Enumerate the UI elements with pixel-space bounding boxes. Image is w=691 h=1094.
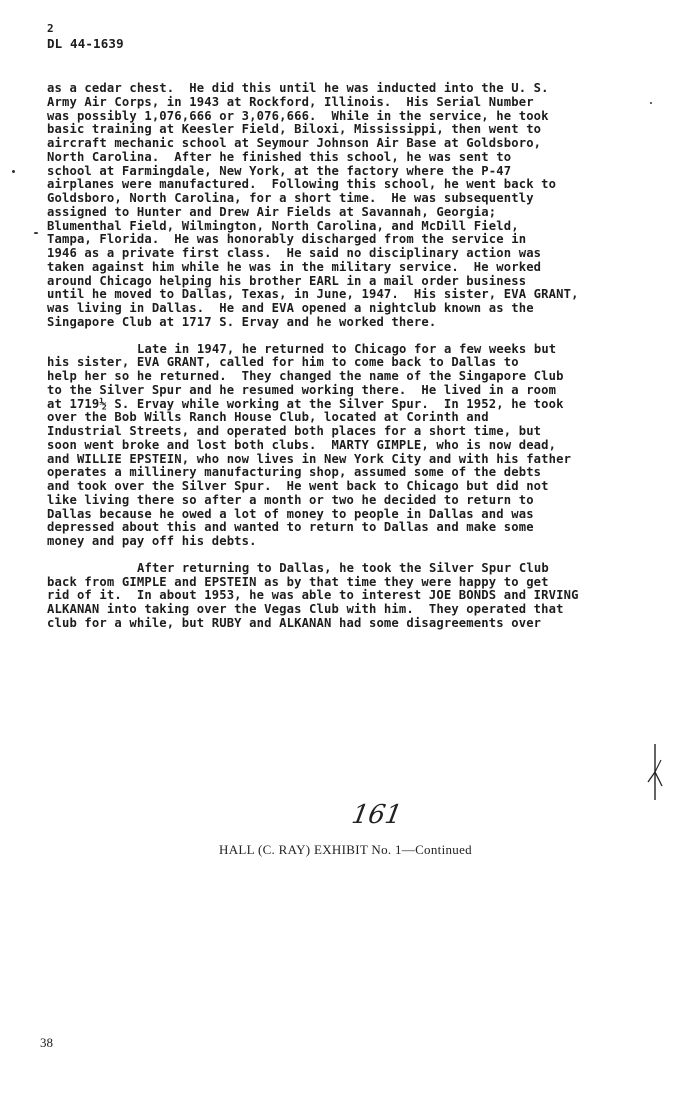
- text-line: to the Silver Spur and he resumed working there. He lived in a room: [47, 382, 557, 397]
- text-line: around Chicago helping his brother EARL in a mail order business: [47, 273, 527, 288]
- text-line: and WILLIE EPSTEIN, who now lives in New York City and with his father: [47, 451, 572, 466]
- paragraph: [47, 343, 667, 549]
- text-line: Singapore Club at 1717 S. Ervay and he worked there.: [47, 314, 437, 329]
- folio-number: 38: [40, 1035, 53, 1050]
- text-line: club for a while, but RUBY and ALKANAN had some disagreements over: [47, 615, 542, 630]
- text-line: Dallas because he owed a lot of money to people in Dallas and was: [47, 506, 534, 521]
- text-line: basic training at Keesler Field, Biloxi, Mississippi, then went to: [47, 122, 542, 137]
- paragraph-gap: [47, 549, 667, 562]
- text-line: After returning to Dallas, he took the Silver Spur Club: [137, 560, 549, 575]
- text-line: was living in Dallas. He and EVA opened a nightclub known as the: [47, 301, 534, 315]
- text-line: his sister, EVA GRANT, called for him to come back to Dallas to: [47, 355, 519, 370]
- text-line: 1946 as a private first class. He said no disciplinary action was: [47, 246, 542, 260]
- text-line: taken against him while he was in the military service. He worked: [47, 259, 542, 274]
- text-line: Late in 1947, he returned to Chicago for a few weeks but: [137, 341, 557, 356]
- text-line: Goldsboro, North Carolina, for a short time. He was subsequently: [47, 191, 534, 205]
- margin-speck: [34, 232, 38, 234]
- handwritten-page-number: 161: [349, 800, 405, 830]
- text-line: Tampa, Florida. He was honorably discharged from the service in: [47, 232, 527, 247]
- text-line: airplanes were manufactured. Following this school, he went back to: [47, 177, 557, 192]
- text-line: at 1719½ S. Ervay while working at the Silver Spur. In 1952, he took: [47, 396, 564, 411]
- paragraph-gap: [47, 330, 667, 343]
- text-line: rid of it. In about 1953, he was able to interest JOE BONDS and IRVING: [47, 588, 579, 603]
- text-line: like living there so after a month or two he decided to return to: [47, 492, 534, 507]
- text-line: ALKANAN into taking over the Vegas Club with him. They operated that: [47, 602, 564, 616]
- text-line: Army Air Corps, in 1943 at Rockford, Illinois. His Serial Number: [47, 94, 534, 109]
- text-line: Industrial Streets, and operated both places for a short time, but: [47, 424, 542, 438]
- text-line: as a cedar chest. He did this until he was inducted into the U. S.: [47, 81, 549, 95]
- text-line: help her so he returned. They changed the name of the Singapore Club: [47, 369, 564, 383]
- text-line: aircraft mechanic school at Seymour Johnson Air Base at Goldsboro,: [47, 136, 542, 150]
- margin-speck: [12, 170, 15, 173]
- exhibit-caption: HALL (C. RAY) EXHIBIT No. 1—Continued: [219, 842, 472, 857]
- page-header: [47, 21, 124, 51]
- text-line: assigned to Hunter and Drew Air Fields at Savannah, Georgia;: [47, 204, 497, 219]
- text-line: soon went broke and lost both clubs. MARTY GIMPLE, who is now dead,: [47, 437, 557, 452]
- file-number: DL 44-1639: [47, 36, 124, 51]
- text-line: was possibly 1,076,666 or 3,076,666. While in the service, he took: [47, 108, 549, 123]
- text-line: operates a millinery manufacturing shop, assumed some of the debts: [47, 465, 542, 480]
- paragraph: [47, 82, 667, 330]
- text-line: depressed about this and wanted to return to Dallas and make some: [47, 520, 534, 535]
- paragraph: [47, 562, 667, 631]
- text-line: until he moved to Dallas, Texas, in June, 1947. His sister, EVA GRANT,: [47, 287, 579, 302]
- text-line: Blumenthal Field, Wilmington, North Carolina, and McDill Field,: [47, 218, 519, 233]
- page-number: 2: [47, 22, 54, 35]
- text-line: back from GIMPLE and EPSTEIN as by that time they were happy to get: [47, 574, 549, 589]
- text-line: North Carolina. After he finished this school, he was sent to: [47, 149, 512, 164]
- text-line: over the Bob Wills Ranch House Club, located at Corinth and: [47, 410, 489, 425]
- text-line: money and pay off his debts.: [47, 534, 257, 548]
- margin-speck: [650, 102, 652, 104]
- handwritten-initial-mark: [646, 742, 664, 802]
- text-line: school at Farmingdale, New York, at the factory where the P-47: [47, 163, 512, 178]
- body-text: [47, 82, 667, 631]
- text-line: and took over the Silver Spur. He went back to Chicago but did not: [47, 479, 549, 493]
